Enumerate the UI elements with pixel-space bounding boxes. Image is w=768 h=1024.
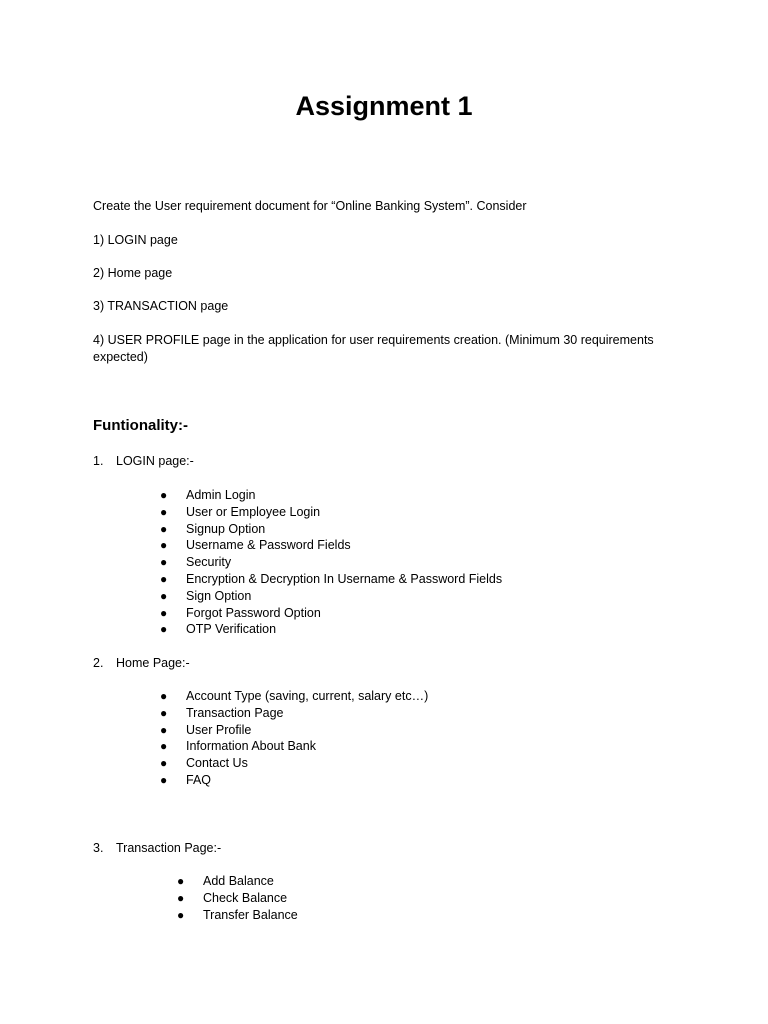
home-page-list <box>160 688 429 789</box>
bullet-icon: ● <box>160 605 168 620</box>
bullet-icon: ● <box>160 722 168 737</box>
section-title: Home Page:- <box>116 656 190 670</box>
requirement-4: 4) USER PROFILE page in the application for user requirements creation. (Minimum 30 requirements expected) <box>93 333 654 364</box>
requirement-2: 2) Home page <box>93 266 173 280</box>
list-item: ● User Profile <box>160 722 252 737</box>
requirement-3: 3) TRANSACTION page <box>93 299 229 313</box>
list-item: ● Admin Login <box>160 488 256 502</box>
login-page-list <box>160 487 503 638</box>
section-number: 3. <box>93 841 104 855</box>
section-number: 2. <box>93 656 104 670</box>
bullet-icon: ● <box>160 555 168 570</box>
bullet-icon: ● <box>160 504 168 519</box>
bullet-icon: ● <box>160 488 168 502</box>
bullet-icon: ● <box>160 705 168 720</box>
bullet-icon: ● <box>160 622 168 637</box>
list-item: ● Transfer Balance <box>177 907 298 922</box>
bullet-icon: ● <box>160 588 168 603</box>
list-item: ● User or Employee Login <box>160 504 321 519</box>
section-number: 1. <box>93 454 104 468</box>
list-item: ● Encryption & Decryption In Username & Password Fields <box>160 571 503 586</box>
bullet-icon: ● <box>160 538 168 553</box>
transaction-page-list <box>177 873 298 923</box>
list-item: ● Account Type (saving, current, salary etc…) <box>160 689 429 703</box>
bullet-icon: ● <box>160 521 168 536</box>
list-item: ● Contact Us <box>160 756 248 771</box>
list-item: ● Information About Bank <box>160 739 316 754</box>
section-title: LOGIN page:- <box>116 454 194 468</box>
list-item: ● FAQ <box>160 772 212 787</box>
list-item: ● Check Balance <box>177 890 288 905</box>
bullet-icon: ● <box>160 739 168 754</box>
bullet-icon: ● <box>160 571 168 586</box>
functionality-heading: Funtionality:- <box>93 417 188 434</box>
list-item: ● Add Balance <box>177 874 274 888</box>
list-item: ● Security <box>160 555 232 570</box>
list-item: ● Transaction Page <box>160 705 284 720</box>
bullet-icon: ● <box>177 907 185 922</box>
list-item: ● OTP Verification <box>160 622 277 637</box>
section-title: Transaction Page:- <box>116 841 222 855</box>
bullet-icon: ● <box>177 890 185 905</box>
intro-text: Create the User requirement document for “Online Banking System”. Consider <box>93 199 527 213</box>
bullet-icon: ● <box>160 689 168 703</box>
requirement-1: 1) LOGIN page <box>93 233 178 247</box>
list-item: ● Username & Password Fields <box>160 538 351 553</box>
bullet-icon: ● <box>160 756 168 771</box>
list-item: ● Forgot Password Option <box>160 605 321 620</box>
list-item: ● Sign Option <box>160 588 252 603</box>
list-item: ● Signup Option <box>160 521 266 536</box>
bullet-icon: ● <box>160 772 168 787</box>
document-title: Assignment 1 <box>295 91 473 121</box>
bullet-icon: ● <box>177 874 185 888</box>
